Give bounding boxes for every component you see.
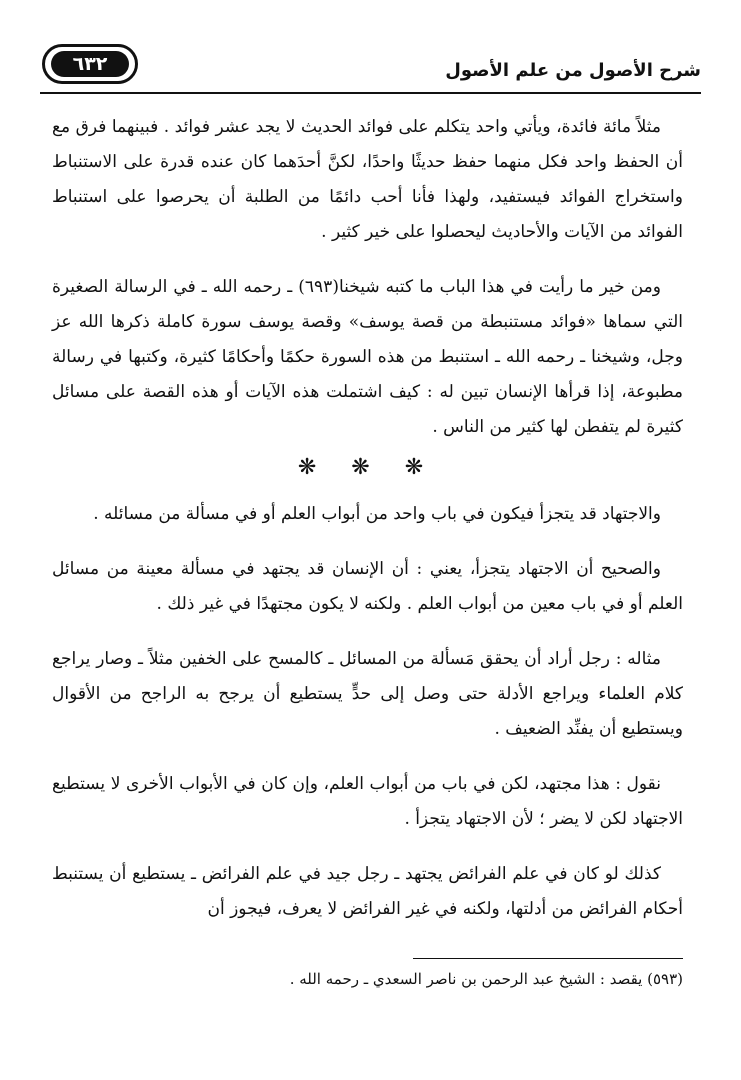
footnote-divider xyxy=(413,958,683,959)
paragraph: مثاله : رجل أراد أن يحقق مَسألة من المسائل ـ كالمسح على الخفين مثلاً ـ وصار يراجع كلام العلماء ويراجع الأدلة حتى وصل إلى حدٍّ يستطيع أن يرجح به الراجح من الأقوال ويستطيع أن يفنِّد الضعيف . xyxy=(52,649,683,739)
header-divider xyxy=(40,92,701,94)
paragraph: مثلاً مائة فائدة، ويأتي واحد يتكلم على فوائد الحديث لا يجد عشر فوائد . فبينهما فرق مع أن الحفظ واحد فكل منهما حفظ حديثًا واحدًا، لكنَّ أحدَهما كان عنده قدرة على الاستنباط واستخراج الفوائد فيستفيد، ولهذا فأنا أحب دائمًا من الطلبة أن يحرصوا على استنباط الفوائد من الآيات والأحاديث ليحصلوا على خير كثير . xyxy=(52,117,683,242)
paragraph: والاجتهاد قد يتجزأ فيكون في باب واحد من أبواب العلم أو في مسألة من مسائله . xyxy=(93,504,661,524)
paragraph: والصحيح أن الاجتهاد يتجزأ، يعني : أن الإنسان قد يجتهد في مسألة معينة من مسائل العلم أو في باب معين من أبواب العلم . ولكنه لا يكون مجتهدًا في غير ذلك . xyxy=(52,559,683,614)
footnote: (٥٩٣) يقصد : الشيخ عبد الرحمن بن ناصر السعدي ـ رحمه الله . xyxy=(289,970,683,988)
paragraph: ومن خير ما رأيت في هذا الباب ما كتبه شيخنا(٦٩٣) ـ رحمه الله ـ في الرسالة الصغيرة التي سماها «فوائد مستنبطة من قصة يوسف» وقصة يوسف سورة كاملة ذكرها الله عز وجل، وشيخنا ـ رحمه الله ـ استنبط من هذه السورة حكمًا وأحكامًا كثيرة، وكتبها في رسالة مطبوعة، إذا قرأها الإنسان تبين له : كيف اشتملت هذه الآيات أو هذه القصة على مسائل كثيرة لم يتفطن لها كثير من الناس . xyxy=(52,277,683,437)
page-number-badge xyxy=(42,44,138,84)
page-header xyxy=(40,42,701,98)
page-number: ٦٣٢ xyxy=(51,51,129,77)
paragraph: نقول : هذا مجتهد، لكن في باب من أبواب العلم، وإن كان في الأبواب الأخرى لا يستطيع الاجتهاد لكن لا يضر ؛ لأن الاجتهاد يتجزأ . xyxy=(52,774,683,829)
section-separator: ❋ ❋ ❋ xyxy=(297,455,438,480)
running-title: شرح الأصول من علم الأصول xyxy=(445,60,701,81)
main-text xyxy=(52,110,683,947)
paragraph: كذلك لو كان في علم الفرائض يجتهد ـ رجل جيد في علم الفرائض ـ يستطيع أن يستنبط أحكام الفرائض من أدلتها، ولكنه في غير الفرائض لا يعرف، فيجوز أن xyxy=(52,864,683,919)
